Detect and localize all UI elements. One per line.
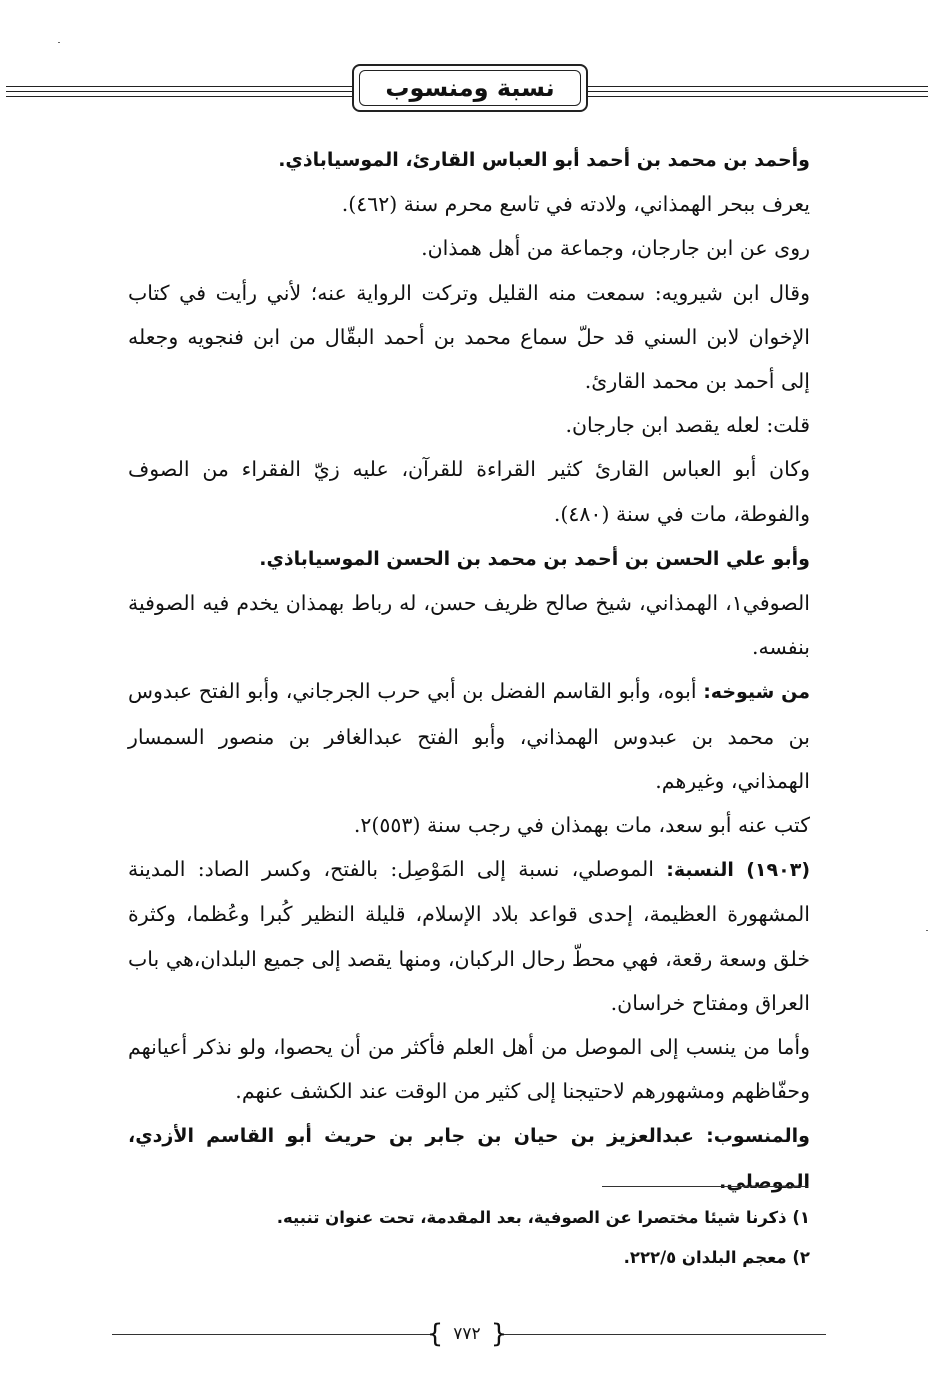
body-paragraph: [128, 803, 810, 847]
body-paragraph: [128, 1025, 810, 1113]
body-paragraph: [128, 182, 810, 226]
body-paragraph: [128, 1113, 810, 1203]
body-paragraph: [128, 137, 810, 182]
body-paragraph: [128, 581, 810, 669]
bracket-left: {: [426, 1319, 444, 1349]
body-paragraph: [128, 669, 810, 803]
text-run: روى عن ابن جارجان، وجماعة من أهل همذان.: [421, 236, 810, 261]
text-run: وأما من ينسب إلى الموصل من أهل العلم فأكثر من أن يحصوا، ولو نذكر أعيانهم وحفّاظهم ومشهورهم لاحتيجنا إلى كثير من الوقت عند الكشف عنهم.: [128, 1035, 810, 1104]
bold-run: من شيوخه:: [703, 681, 810, 704]
page-number-frame: [426, 1318, 508, 1350]
header-frame: [352, 64, 588, 112]
text-run: الموصلي، نسبة إلى المَوْصِل: بالفتح، وكسر الصاد: المدينة المشهورة العظيمة، إحدى قواعد بلاد الإسلام، قليلة النظير كُبرا وعُظما، وكثرة خلق وسعة رقعة، فهي محطّ رحال الركبان، ومنها يقصد إلى جميع البلدان،هي باب العراق ومفتاح خراسان.: [128, 857, 810, 1015]
header-rule-left-3: [6, 96, 352, 97]
body-paragraph: [128, 226, 810, 270]
header-rule-left-1: [6, 86, 352, 87]
header-rule-left-2: [6, 91, 352, 92]
text-run: أبوه، وأبو القاسم الفضل بن أبي حرب الجرجاني، وأبو الفتح عبدوس بن محمد بن عبدوس الهمذاني، وأبو الفتح عبدالغافر بن منصور السمسار الهمذاني، وغيرهم.: [128, 679, 810, 793]
page-body: [128, 137, 810, 1204]
text-run: وكان أبو العباس القارئ كثير القراءة للقرآن، عليه زيّ الفقراء من الصوف والفوطة، مات في سنة (٤٨٠).: [128, 457, 810, 526]
bold-run: وأحمد بن محمد بن أحمد أبو العباس القارئ، الموسياباذي.: [278, 149, 810, 171]
footer-rule-left: [112, 1334, 434, 1335]
page-number: ٧٧٢: [453, 1324, 481, 1344]
footnote-1: ١) ذكرنا شيئا مختصرا عن الصوفية، بعد المقدمة، تحت عنوان تنبيه.: [276, 1208, 810, 1227]
running-header-title: نسبة ومنسوب: [359, 70, 581, 106]
body-paragraph: [128, 536, 810, 581]
footnote-separator: [602, 1186, 808, 1187]
body-paragraph: [128, 847, 810, 1025]
header-rule-right-2: [588, 91, 928, 92]
footnotes: [128, 1198, 810, 1278]
body-paragraph: [128, 403, 810, 447]
text-run: قلت: لعله يقصد ابن جارجان.: [565, 413, 810, 438]
text-run: وقال ابن شيرويه: سمعت منه القليل وتركت الرواية عنه؛ لأني رأيت في كتاب الإخوان لابن السني قد حلّ سماع محمد بن أحمد البقّال من ابن فنجويه وجعله إلى أحمد بن محمد القارئ.: [128, 280, 810, 394]
text-run: كتب عنه أبو سعد، مات بهمذان في رجب سنة (٥٥٣)٢.: [353, 813, 810, 838]
scan-speck: [926, 930, 928, 931]
header-rule-right-1: [588, 86, 928, 87]
body-paragraph: [128, 271, 810, 404]
scan-speck: [58, 42, 60, 43]
bold-run: والمنسوب: عبدالعزيز بن حيان بن جابر بن حريث أبو القاسم الأزدي، الموصلي.: [128, 1125, 810, 1193]
header-rule-right-3: [588, 96, 928, 97]
footnote-2: ٢) معجم البلدان ٢٢٢/٥.: [623, 1248, 810, 1267]
body-paragraph: [128, 447, 810, 535]
bracket-right: }: [490, 1319, 508, 1349]
bold-run: وأبو علي الحسن بن أحمد بن محمد بن الحسن الموسياباذي.: [259, 547, 810, 570]
text-run: يعرف ببحر الهمذاني، ولادته في تاسع محرم سنة (٤٦٢).: [341, 192, 810, 217]
footer-rule-right: [500, 1334, 826, 1335]
text-run: الصوفي١، الهمذاني، شيخ صالح ظريف حسن، له رباط بهمذان يخدم فيه الصوفية بنفسه.: [128, 591, 810, 660]
bold-run: (١٩٠٣) النسبة:: [666, 859, 810, 882]
